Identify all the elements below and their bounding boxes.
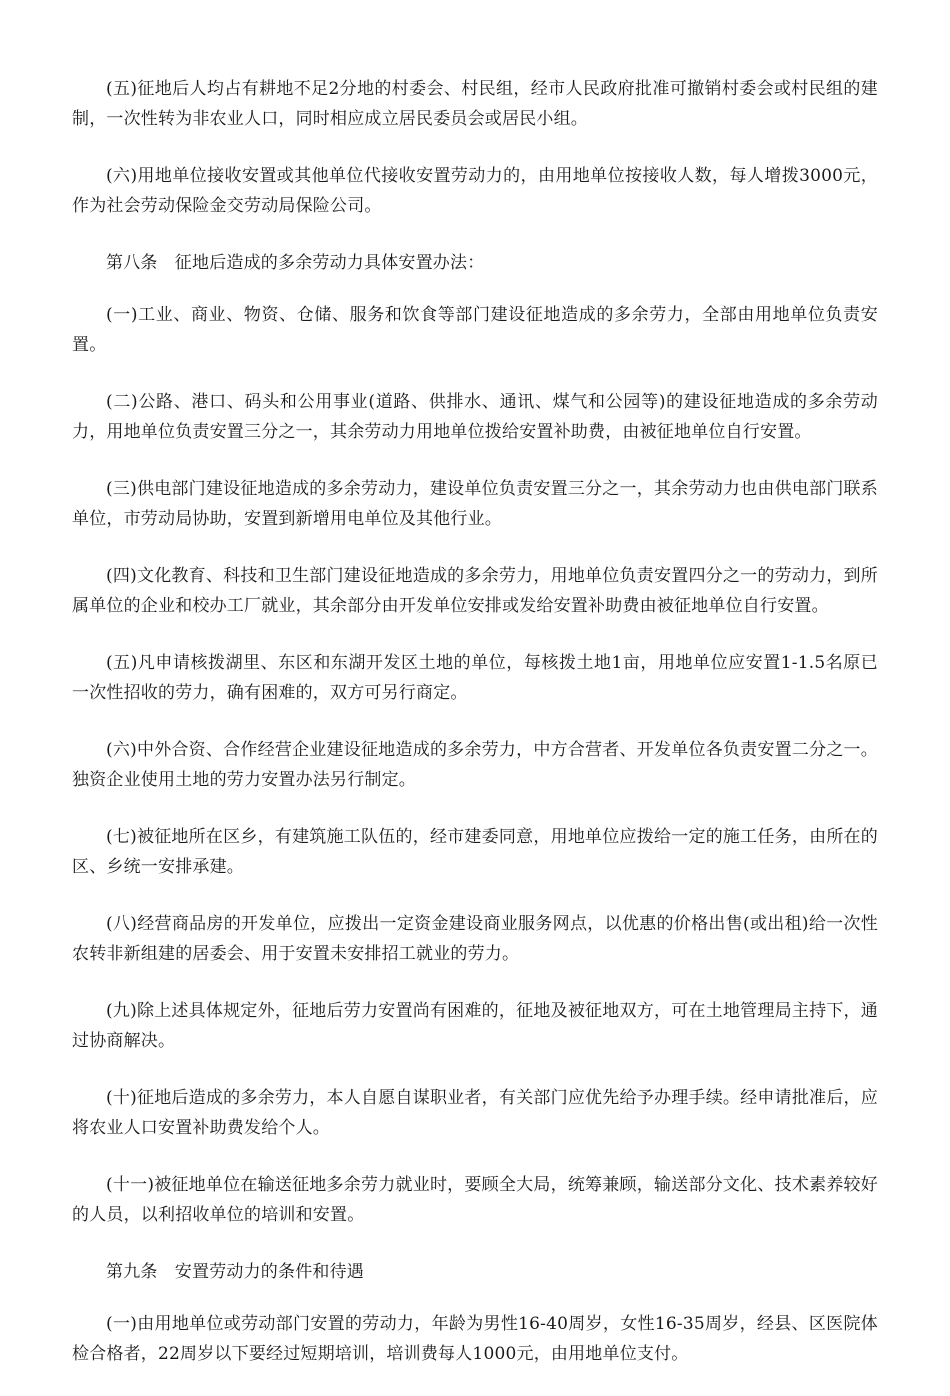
paragraph-clause-5-village-committee: (五)征地后人均占有耕地不足2分地的村委会、村民组，经市人民政府批准可撤销村委会或村民组的建制，一次性转为非农业人口，同时相应成立居民委员会或居民小组。 (72, 79, 878, 129)
paragraph-item-8: (八)经营商品房的开发单位，应拨出一定资金建设商业服务网点，以优惠的价格出售(或出租)给一次性农转非新组建的居委会、用于安置未安排招工就业的劳力。 (72, 914, 878, 964)
paragraph-item-10: (十)征地后造成的多余劳力，本人自愿自谋职业者，有关部门应优先给予办理手续。经申请批准后，应将农业人口安置补助费发给个人。 (72, 1088, 878, 1138)
paragraph-item-3: (三)供电部门建设征地造成的多余劳动力，建设单位负责安置三分之一，其余劳动力也由供电部门联系单位，市劳动局协助，安置到新增用电单位及其他行业。 (72, 479, 878, 529)
paragraph-item-4: (四)文化教育、科技和卫生部门建设征地造成的多余劳力，用地单位负责安置四分之一的劳动力，到所属单位的企业和校办工厂就业，其余部分由开发单位安排或发给安置补助费由被征地单位自行安置。 (72, 566, 878, 616)
paragraph-item-2: (二)公路、港口、码头和公用事业(道路、供排水、通讯、煤气和公园等)的建设征地造成的多余劳动力，用地单位负责安置三分之一，其余劳动力用地单位拨给安置补助费，由被征地单位自行安置。 (72, 392, 878, 442)
paragraph-article-9-item-1: (一)由用地单位或劳动部门安置的劳动力，年龄为男性16-40周岁，女性16-35周岁，经县、区医院体检合格者，22周岁以下要经过短期培训，培训费每人1000元，由用地单位支付。 (72, 1314, 878, 1364)
paragraph-item-6: (六)中外合资、合作经营企业建设征地造成的多余劳力，中方合营者、开发单位各负责安置二分之一。独资企业使用土地的劳力安置办法另行制定。 (72, 740, 878, 790)
article-9-heading: 第九条 安置劳动力的条件和待遇 (106, 1262, 364, 1282)
paragraph-item-9: (九)除上述具体规定外，征地后劳力安置尚有困难的，征地及被征地双方，可在土地管理局主持下，通过协商解决。 (72, 1001, 878, 1051)
paragraph-item-11: (十一)被征地单位在输送征地多余劳力就业时，要顾全大局，统筹兼顾，输送部分文化、技术素养较好的人员，以利招收单位的培训和安置。 (72, 1175, 878, 1225)
document-body (72, 74, 878, 1396)
paragraph-item-7: (七)被征地所在区乡，有建筑施工队伍的，经市建委同意，用地单位应拨给一定的施工任务，由所在的区、乡统一安排承建。 (72, 827, 878, 877)
paragraph-item-5: (五)凡申请核拨湖里、东区和东湖开发区土地的单位，每核拨土地1亩，用地单位应安置1-1.5名原已一次性招收的劳力，确有困难的，双方可另行商定。 (72, 653, 878, 703)
paragraph-clause-6-insurance: (六)用地单位接收安置或其他单位代接收安置劳动力的，由用地单位按接收人数，每人增拨3000元，作为社会劳动保险金交劳动局保险公司。 (72, 166, 878, 216)
paragraph-item-1: (一)工业、商业、物资、仓储、服务和饮食等部门建设征地造成的多余劳力，全部由用地单位负责安置。 (72, 305, 878, 355)
article-8-heading: 第八条 征地后造成的多余劳动力具体安置办法： (106, 253, 485, 273)
